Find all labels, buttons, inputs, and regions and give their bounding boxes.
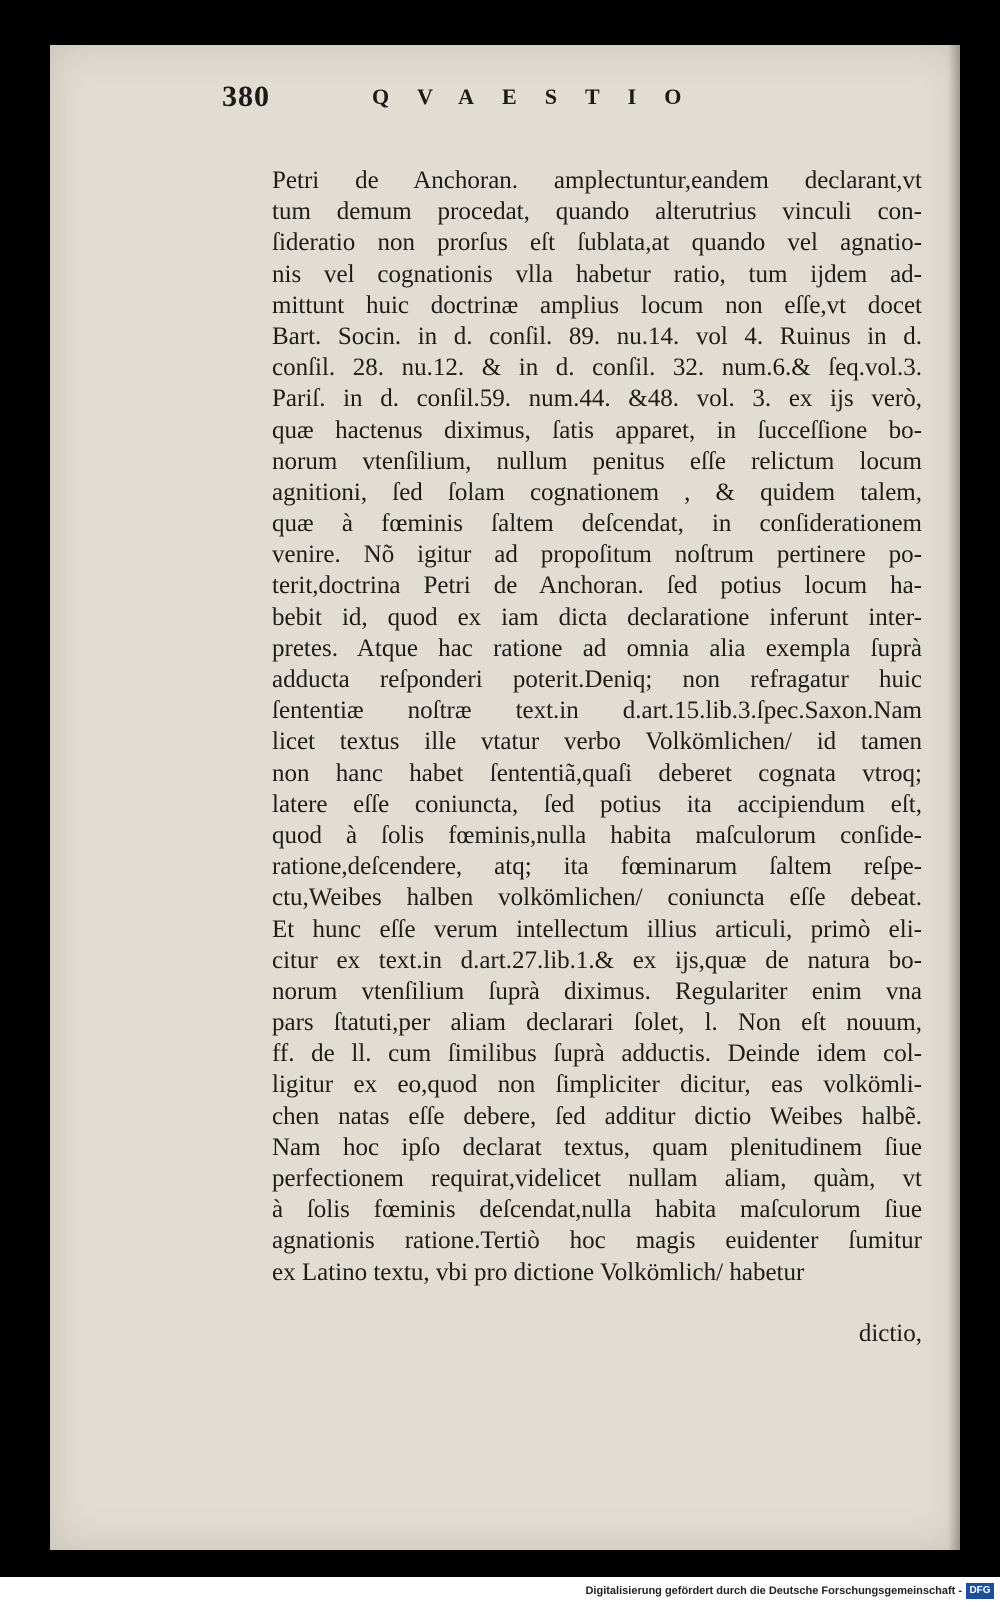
- text-line: norum vtenſilium ſuprà diximus. Regulariter enim vna: [272, 977, 922, 1005]
- text-line: mittunt huic doctrinæ amplius locum non eſſe,vt docet: [272, 291, 922, 319]
- text-line: venire. Nõ igitur ad propoſitum noſtrum pertinere po-: [272, 541, 922, 569]
- running-title: QVAESTIO: [372, 84, 710, 109]
- text-line: ctu,Weibes halben volkömlichen/ coniuncta eſſe debeat.: [272, 884, 922, 912]
- text-line: ſententiæ noſtræ text.in d.art.15.lib.3.ſpec.Saxon.Nam: [272, 697, 922, 725]
- text-line: agnationis ratione.Tertiò hoc magis euidenter ſumitur: [272, 1227, 922, 1255]
- text-line: pars ſtatuti,per aliam declarari ſolet, l. Non eſt nouum,: [272, 1009, 922, 1037]
- page-number: 380: [222, 80, 270, 113]
- text-line: chen natas eſſe debere, ſed additur dictio Weibes halbẽ.: [272, 1102, 922, 1130]
- text-line: latere eſſe coniuncta, ſed potius ita accipiendum eſt,: [272, 790, 922, 818]
- text-line: ſideratio non prorſus eſt ſublata,at quando vel agnatio-: [272, 229, 922, 257]
- text-line: nis vel cognationis vlla habetur ratio, tum ijdem ad-: [272, 260, 922, 288]
- text-line: perfectionem requirat,videlicet nullam aliam, quàm, vt: [272, 1165, 922, 1192]
- text-line: non hanc habet ſententiã,quaſi deberet cognata vtroq;: [272, 759, 922, 787]
- body-text: [272, 165, 922, 1288]
- text-line: norum vtenſilium, nullum penitus eſſe relictum locum: [272, 447, 922, 475]
- text-line: Pariſ. in d. conſil.59. num.44. &48. vol. 3. ex ijs verò,: [272, 385, 922, 413]
- catchword: dictio,: [858, 1320, 922, 1347]
- text-line: tum demum procedat, quando alterutrius vinculi con-: [272, 198, 922, 226]
- text-line: pretes. Atque hac ratione ad omnia alia exempla ſuprà: [272, 634, 922, 662]
- text-line: ligitur ex eo,quod non ſimpliciter dicitur, eas volkömli-: [272, 1071, 922, 1099]
- text-line: quæ à fœminis ſaltem deſcendat, in conſiderationem: [272, 510, 922, 538]
- text-line: licet textus ille vtatur verbo Volkömlichen/ id tamen: [272, 728, 922, 756]
- text-line: ex Latino textu, vbi pro dictione Volkömlich/ habetur: [272, 1258, 805, 1286]
- text-line: ff. de ll. cum ſimilibus ſuprà adductis. Deinde idem col-: [272, 1040, 922, 1068]
- text-line: quod à ſolis fœminis,nulla habita maſculorum conſide-: [272, 821, 922, 849]
- text-line: conſil. 28. nu.12. & in d. conſil. 32. num.6.& ſeq.vol.3.: [272, 354, 922, 382]
- footer-bar: [0, 1577, 1000, 1607]
- dfg-logo-icon: DFG: [966, 1583, 994, 1599]
- text-line: Nam hoc ipſo declarat textus, quam plenitudinem ſiue: [272, 1133, 922, 1161]
- text-line: Petri de Anchoran. amplectuntur,eandem declarant,vt: [272, 167, 922, 194]
- running-head: [222, 80, 922, 120]
- text-line: Et hunc eſſe verum intellectum illius articuli, primò eli-: [272, 915, 922, 943]
- text-line: citur ex text.in d.art.27.lib.1.& ex ijs,quæ de natura bo-: [272, 946, 922, 974]
- page-edge-shadow: [948, 45, 960, 1550]
- text-line: agnitioni, ſed ſolam cognationem , & quidem talem,: [272, 478, 922, 506]
- text-line: bebit id, quod ex iam dicta declaratione inferunt inter-: [272, 603, 922, 631]
- text-line: Bart. Socin. in d. conſil. 89. nu.14. vol 4. Ruinus in d.: [272, 322, 922, 350]
- text-line: ratione,deſcendere, atq; ita fœminarum ſaltem reſpe-: [272, 853, 922, 881]
- funding-credit: Digitalisierung gefördert durch die Deutsche Forschungsgemeinschaft -: [585, 1585, 962, 1597]
- text-line: à ſolis fœminis deſcendat,nulla habita maſculorum ſiue: [272, 1196, 922, 1224]
- text-line: adducta reſponderi poterit.Deniq; non refragatur huic: [272, 666, 922, 693]
- text-line: quæ hactenus diximus, ſatis apparet, in ſucceſſione bo-: [272, 416, 922, 444]
- text-line: terit,doctrina Petri de Anchoran. ſed potius locum ha-: [272, 572, 922, 600]
